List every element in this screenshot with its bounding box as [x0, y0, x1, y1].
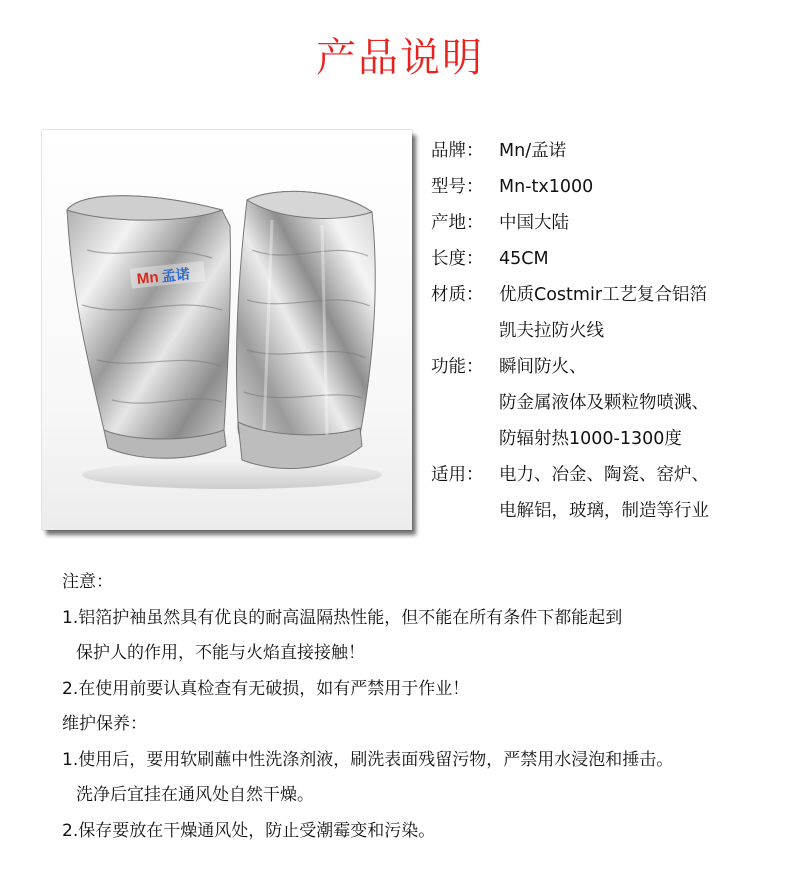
aluminum-sleeves-image [42, 130, 412, 530]
left-sleeve [67, 196, 230, 454]
notes-section [62, 565, 792, 849]
spec-row [431, 169, 791, 205]
spec-row [431, 133, 791, 169]
spec-value-continued [431, 313, 791, 349]
spec-value-line: 凯夫拉防火线 [499, 321, 604, 341]
spec-label: 产地： [431, 213, 484, 233]
spec-value: 45CM [499, 249, 549, 269]
spec-label: 功能： [431, 357, 484, 377]
spec-label: 材质： [431, 285, 484, 305]
maintenance-item-1: 1.使用后，要用软刷蘸中性洗涤剂液，刷洗表面残留污物，严禁用水浸泡和捶击。 [62, 749, 674, 770]
spec-value: 电力、冶金、陶瓷、窑炉、 [499, 465, 709, 485]
spec-row [431, 349, 791, 385]
spec-label: 品牌： [431, 141, 484, 161]
right-sleeve [236, 191, 375, 459]
spec-label: 型号： [431, 177, 484, 197]
page-title: 产品说明 [316, 35, 484, 81]
spec-value-continued [431, 385, 791, 421]
product-photo [42, 130, 412, 530]
spec-list [431, 133, 791, 529]
spec-value: 优质Costmir工艺复合铝箔 [499, 285, 708, 305]
spec-row [431, 277, 791, 313]
caution-item-1: 1.铝箔护袖虽然具有优良的耐高温隔热性能，但不能在所有条件下都能起到 [62, 607, 623, 628]
spec-value: 中国大陆 [499, 213, 569, 233]
spec-row [431, 241, 791, 277]
svg-text:孟诺: 孟诺 [161, 266, 191, 286]
spec-label: 适用： [431, 465, 484, 485]
svg-text:Mn: Mn [136, 268, 160, 288]
spec-value: Mn-tx1000 [499, 177, 594, 197]
spec-value-line: 防辐射热1000-1300度 [499, 429, 682, 449]
spec-value-continued [431, 421, 791, 457]
spec-value-line: 防金属液体及颗粒物喷溅、 [499, 393, 709, 413]
spec-row [431, 205, 791, 241]
maintenance-item-1-continued: 洗净后宜挂在通风处自然干燥。 [76, 785, 314, 805]
caution-heading: 注意： [62, 572, 113, 592]
maintenance-item-2: 2.保存要放在干燥通风处，防止受潮霉变和污染。 [62, 820, 436, 841]
maintenance-heading: 维护保养： [62, 714, 147, 734]
spec-value: Mn/孟诺 [499, 141, 567, 161]
spec-value-continued [431, 493, 791, 529]
caution-item-2: 2.在使用前要认真检查有无破损，如有严禁用于作业！ [62, 678, 470, 699]
spec-label: 长度： [431, 249, 484, 269]
spec-row [431, 457, 791, 493]
caution-item-1-continued: 保护人的作用，不能与火焰直接接触！ [76, 643, 365, 663]
spec-value: 瞬间防火、 [499, 357, 587, 377]
spec-value-line: 电解铝，玻璃，制造等行业 [499, 501, 709, 521]
